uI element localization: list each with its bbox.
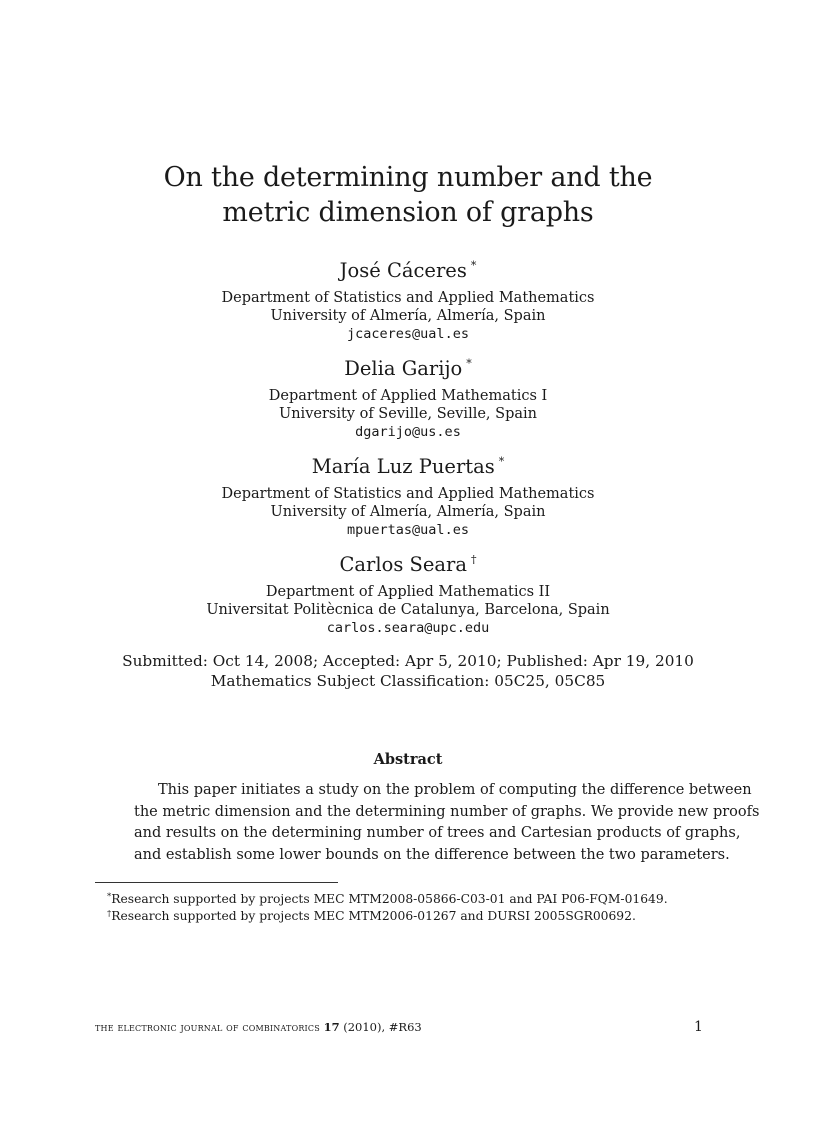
footnote-text: Research supported by projects MEC MTM2008-05866-C03-01 and PAI P06-FQM-01649. [111, 892, 668, 906]
running-footer [95, 1019, 422, 1036]
footnote-2 [107, 906, 636, 925]
author-block-2 [0, 352, 816, 442]
author-email[interactable]: mpuertas@ual.es [347, 522, 469, 538]
author-department: Department of Applied Mathematics II [265, 584, 551, 600]
submission-dates: Submitted: Oct 14, 2008; Accepted: Apr 5, 2010; Published: Apr 19, 2010 [122, 652, 694, 670]
abstract-line: the metric dimension and the determining number of graphs. We provide new proofs [134, 803, 760, 820]
title-line-2: metric dimension of graphs [222, 196, 594, 228]
author-email[interactable]: dgarijo@us.es [355, 424, 461, 440]
author-university: University of Almería, Almería, Spain [270, 504, 546, 520]
author-name: Delia Garijo [344, 357, 463, 380]
author-university: University of Seville, Seville, Spain [279, 406, 537, 422]
page-number: 1 [694, 1019, 703, 1035]
footnote-mark: * [498, 455, 505, 468]
abstract-line: This paper initiates a study on the problem of computing the difference between [158, 782, 752, 798]
journal-issue: (2010), #R63 [343, 1020, 422, 1034]
author-department: Department of Statistics and Applied Mathematics [221, 290, 595, 306]
author-department: Department of Applied Mathematics I [268, 388, 548, 404]
footnote-mark: † [107, 909, 112, 919]
footnote-mark: * [466, 357, 472, 370]
footnote-mark: * [470, 259, 477, 272]
abstract-heading: Abstract [373, 751, 443, 768]
publication-info [0, 651, 816, 691]
author-university: Universitat Politècnica de Catalunya, Barcelona, Spain [206, 602, 610, 618]
journal-name: the electronic journal of combinatorics [95, 1021, 320, 1034]
footnote-rule [95, 882, 338, 883]
author-block-1 [0, 254, 816, 344]
author-block-3 [0, 450, 816, 540]
abstract-body [134, 780, 760, 866]
author-department: Department of Statistics and Applied Mathematics [221, 486, 595, 502]
author-block-4 [0, 548, 816, 638]
paper-title [8, 160, 808, 230]
author-name: María Luz Puertas [311, 455, 495, 478]
author-email[interactable]: carlos.seara@upc.edu [326, 620, 490, 636]
journal-volume: 17 [323, 1020, 340, 1034]
author-name: José Cáceres [339, 259, 467, 282]
abstract-line: and establish some lower bounds on the difference between the two parameters. [134, 846, 730, 863]
footnote-text: Research supported by projects MEC MTM2006-01267 and DURSI 2005SGR00692. [111, 909, 636, 923]
footnote-mark: † [471, 553, 477, 566]
abstract-line: and results on the determining number of trees and Cartesian products of graphs, [134, 825, 741, 841]
author-email[interactable]: jcaceres@ual.es [347, 326, 469, 342]
title-line-1: On the determining number and the [163, 161, 653, 193]
subject-classification: Mathematics Subject Classification: 05C25, 05C85 [210, 672, 606, 690]
author-name: Carlos Seara [339, 553, 468, 576]
footnote-mark: * [107, 892, 112, 902]
author-university: University of Almería, Almería, Spain [270, 308, 546, 324]
